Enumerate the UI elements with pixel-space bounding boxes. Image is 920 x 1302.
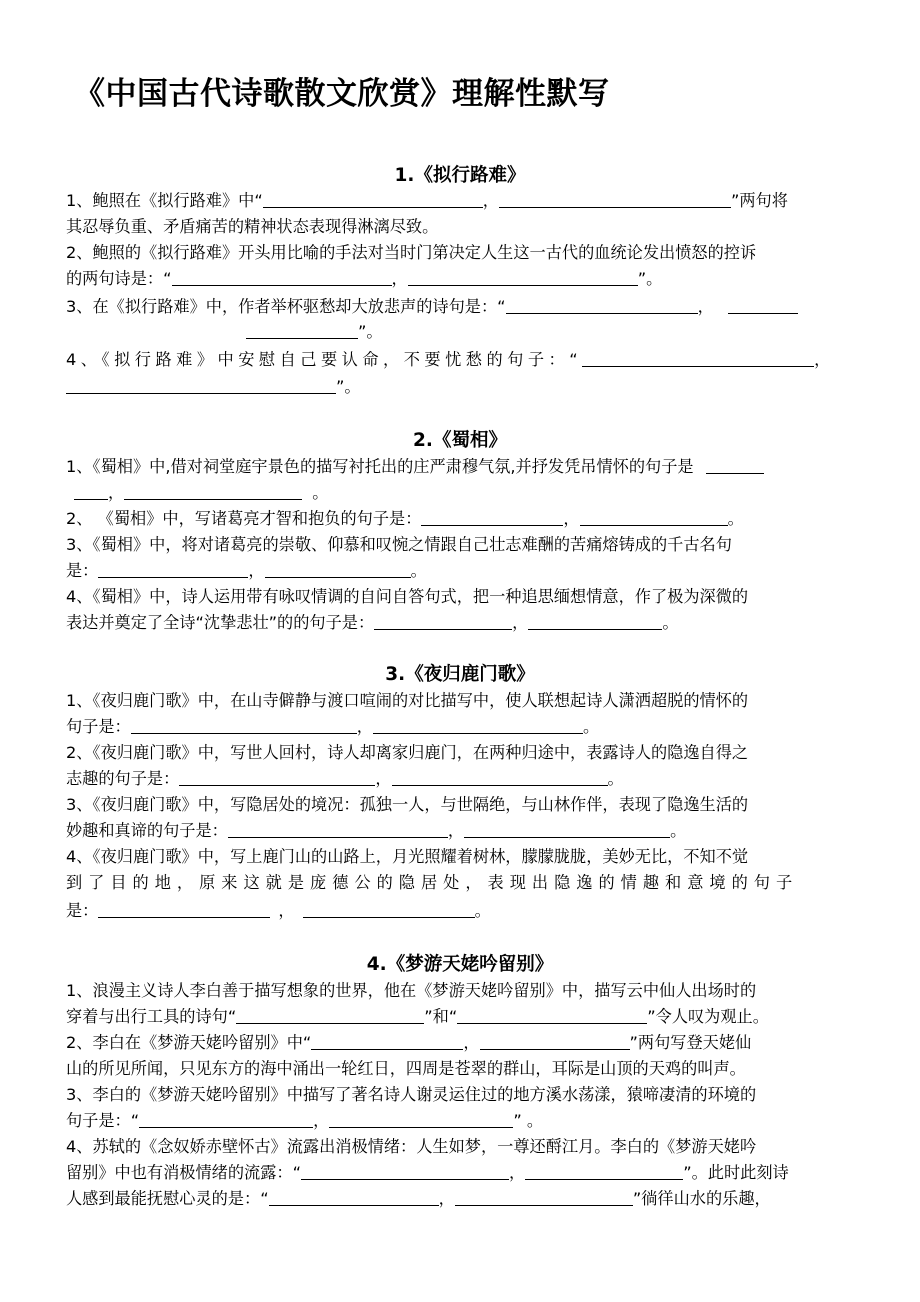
- answer-blank[interactable]: [480, 1032, 630, 1050]
- s3-q3-line2: 妙趣和真谛的句子是： ， 。: [66, 821, 687, 840]
- section-heading-2: 2.《蜀相》: [413, 430, 507, 451]
- s4-q4-line2: 留别》中也有消极情绪的流露：“ ， ”。此时此刻诗: [66, 1163, 789, 1182]
- s1-q1-line2: 其忍辱负重、矛盾痛苦的精神状态表现得淋漓尽致。: [66, 217, 439, 236]
- s1-q1-line1: 1、鲍照在《拟行路难》中“ ， ”两句将: [66, 191, 788, 210]
- page-title: 《中国古代诗歌散文欣赏》理解性默写: [74, 76, 610, 112]
- answer-blank[interactable]: [506, 296, 698, 314]
- answer-blank[interactable]: [582, 349, 814, 367]
- s2-q3-line1: 3、《蜀相》中，将对诸葛亮的崇敬、仰慕和叹惋之情跟自己壮志难酬的苦痛熔铸成的千古名句: [66, 535, 732, 554]
- answer-blank[interactable]: [236, 1006, 424, 1024]
- s4-q1-line1: 1、浪漫主义诗人李白善于描写想象的世界，他在《梦游天姥吟留别》中，描写云中仙人出场时的: [66, 981, 757, 1000]
- answer-blank[interactable]: [580, 508, 728, 526]
- s3-q4-line1: 4、《夜归鹿门歌》中，写上鹿门山的山路上，月光照耀着树林，朦朦胧胧，美妙无比，不知不觉: [66, 847, 749, 866]
- answer-blank[interactable]: [98, 560, 248, 578]
- s3-q2-line2: 志趣的句子是： ， 。: [66, 769, 624, 788]
- answer-blank[interactable]: [457, 1006, 647, 1024]
- answer-blank[interactable]: [179, 768, 375, 786]
- answer-blank[interactable]: [464, 820, 670, 838]
- answer-blank[interactable]: [706, 456, 764, 474]
- s3-q3-line1: 3、《夜归鹿门歌》中，写隐居处的境况：孤独一人，与世隔绝，与山林作伴，表现了隐逸生活的: [66, 795, 749, 814]
- s1-q4-line2: ”。: [66, 374, 858, 400]
- answer-blank[interactable]: [525, 1162, 683, 1180]
- answer-blank[interactable]: [139, 1110, 313, 1128]
- answer-blank[interactable]: [228, 820, 448, 838]
- answer-blank[interactable]: [455, 1188, 633, 1206]
- s4-q4-line1: 4、苏轼的《念奴娇赤壁怀古》流露出消极情绪：人生如梦，一尊还酹江月。李白的《梦游天姥吟: [66, 1137, 757, 1156]
- answer-blank[interactable]: [265, 560, 411, 578]
- answer-blank[interactable]: [374, 612, 512, 630]
- answer-blank[interactable]: [66, 376, 336, 394]
- s1-q2-line1: 2、鲍照的《拟行路难》开头用比喻的手法对当时门第决定人生这一古代的血统论发出愤怒的控诉: [66, 243, 757, 262]
- answer-blank[interactable]: [408, 268, 638, 286]
- s2-q4-line2: 表达并奠定了全诗“沈挚悲壮”的的句子是： ， 。: [66, 613, 679, 632]
- s3-q1-line2: 句子是： ， 。: [66, 717, 600, 736]
- s4-q3-line1: 3、李白的《梦游天姥吟留别》中描写了著名诗人谢灵运住过的地方溪水荡漾，猿啼凄清的环境的: [66, 1085, 757, 1104]
- section-heading-4: 4.《梦游天姥吟留别》: [366, 954, 554, 975]
- answer-blank[interactable]: [329, 1110, 513, 1128]
- answer-blank[interactable]: [392, 768, 608, 786]
- answer-blank[interactable]: [301, 1162, 509, 1180]
- s2-q4-line1: 4、《蜀相》中，诗人运用带有咏叹情调的自问自答句式，把一种追思缅想情意，作了极为深微的: [66, 587, 749, 606]
- s3-q4-line2: 到了目的地，原来这就是庞德公的隐居处，表现出隐逸的情趣和意境的句子: [66, 873, 799, 892]
- answer-blank[interactable]: [124, 482, 302, 500]
- s3-q1-line1: 1、《夜归鹿门歌》中，在山寺僻静与渡口喧闹的对比描写中，使人联想起诗人潇洒超脱的情怀的: [66, 691, 749, 710]
- answer-blank[interactable]: [728, 296, 798, 314]
- s4-q3-line2: 句子是：“ ， ” 。: [66, 1111, 544, 1130]
- section-heading-1: 1.《拟行路难》: [394, 165, 526, 186]
- s3-q2-line1: 2、《夜归鹿门歌》中，写世人回村，诗人却离家归鹿门，在两种归途中，表露诗人的隐逸自得之: [66, 743, 749, 762]
- s4-q1-line2: 穿着与出行工具的诗句“ ”和“ ”令人叹为观止。: [66, 1007, 769, 1026]
- s2-q3-line2: 是： ， 。: [66, 561, 427, 580]
- answer-blank[interactable]: [528, 612, 662, 630]
- s3-q4-line3: 是： ， 。: [66, 901, 491, 920]
- answer-blank[interactable]: [303, 900, 475, 918]
- s4-q4-line3: 人感到最能抚慰心灵的是：“ ， ”徜徉山水的乐趣，: [66, 1189, 771, 1208]
- answer-blank[interactable]: [499, 190, 731, 208]
- s4-q2-line2: 山的所见所闻，只见东方的海中涌出一轮红日，四周是苍翠的群山，耳际是山顶的天鸡的叫声。: [66, 1059, 746, 1078]
- answer-blank[interactable]: [311, 1032, 463, 1050]
- s2-q1-line2: ， 。: [66, 480, 858, 506]
- answer-blank[interactable]: [131, 716, 357, 734]
- answer-blank[interactable]: [421, 508, 563, 526]
- answer-blank[interactable]: [74, 482, 108, 500]
- s1-q4-line1: 4、《拟行路难》中安慰自己要认命，不要忧愁的句子：“ ，: [66, 350, 835, 369]
- s1-q2-line2: 的两句诗是：“ ， ”。: [66, 269, 663, 288]
- s1-q3-line2: ”。: [66, 319, 858, 345]
- answer-blank[interactable]: [246, 321, 358, 339]
- s2-q2-line1: 2、 《蜀相》中，写诸葛亮才智和抱负的句子是： ， 。: [66, 509, 744, 528]
- answer-blank[interactable]: [263, 190, 483, 208]
- answer-blank[interactable]: [269, 1188, 439, 1206]
- answer-blank[interactable]: [172, 268, 392, 286]
- answer-blank[interactable]: [98, 900, 270, 918]
- s2-q1-line1: 1、《蜀相》中,借对祠堂庭宇景色的描写衬托出的庄严肃穆气氛,并抒发凭吊情怀的句子是: [66, 454, 858, 480]
- answer-blank[interactable]: [373, 716, 583, 734]
- s1-q3-line1: 3、在《拟行路难》中，作者举杯驱愁却大放悲声的诗句是：“ ，: [66, 294, 858, 320]
- section-heading-3: 3.《夜归鹿门歌》: [385, 664, 535, 685]
- s4-q2-line1: 2、李白在《梦游天姥吟留别》中“ ， ”两句写登天姥仙: [66, 1033, 752, 1052]
